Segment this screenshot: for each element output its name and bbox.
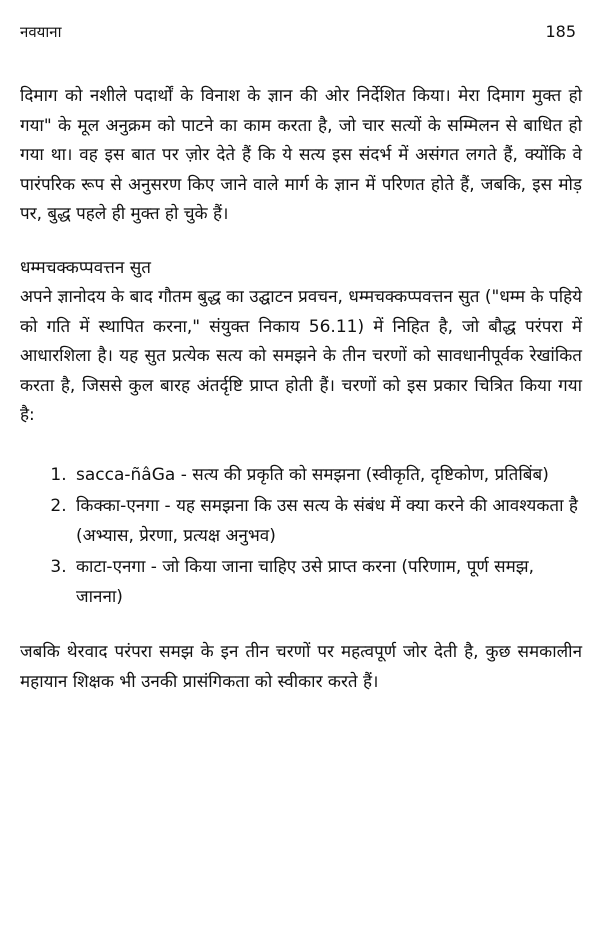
running-title: नवयाना: [20, 23, 62, 41]
stages-list: [20, 461, 582, 613]
section-heading: धम्मचक्कप्पवत्तन सुत: [20, 257, 151, 278]
list-item-stage-3: 3. काटा-एनगा - जो किया जाना चाहिए उसे प्राप्त करना (परिणाम, पूर्ण समझ, जानना): [72, 553, 582, 612]
running-header: [20, 22, 580, 46]
paragraph-sutta: अपने ज्ञानोदय के बाद गौतम बुद्ध का उद्घाटन प्रवचन, धम्मचक्कप्पवत्तन सुत ("धम्म के पहिये को गति में स्थापित करना," संयुक्त निकाय 56.11) में निहित है, जो बौद्ध परंपरा में आधारशिला है। यह सुत प्रत्येक सत्य को समझने के तीन चरणों को सावधानीपूर्वक रेखांकित करता है, जिससे कुल बारह अंतर्दृष्टि प्राप्त होती हैं। चरणों को इस प्रकार चित्रित किया गया है:: [20, 287, 582, 425]
paragraph-intro: दिमाग को नशीले पदार्थों के विनाश के ज्ञान की ओर निर्देशित किया। मेरा दिमाग मुक्त हो गया" के मूल अनुक्रम को पाटने का काम करता है, जो चार सत्यों के सम्मिलन से बाधित हो गया था। वह इस बात पर ज़ोर देते हैं कि ये सत्य इस संदर्भ में असंगत लगते हैं, क्योंकि वे पारंपरिक रूप से अनुसरण किए जाने वाले मार्ग के ज्ञान में परिणत होते हैं, जबकि, इस मोड़ पर, बुद्ध पहले ही मुक्त हो चुके हैं।: [20, 86, 582, 224]
page-number: 185: [545, 22, 576, 41]
list-item-stage-2: 2. किक्का-एनगा - यह समझना कि उस सत्य के संबंध में क्या करने की आवश्यकता है (अभ्यास, प्रेरणा, प्रत्यक्ष अनुभव): [72, 492, 582, 551]
list-item-stage-1: 1. sacca-ñâGa - सत्य की प्रकृति को समझना (स्वीकृति, दृष्टिकोण, प्रतिबिंब): [72, 461, 582, 491]
page-body: [20, 82, 582, 697]
paragraph-conclusion: जबकि थेरवाद परंपरा समझ के इन तीन चरणों पर महत्वपूर्ण जोर देती है, कुछ समकालीन महायान शिक्षक भी उनकी प्रासंगिकता को स्वीकार करते हैं।: [20, 642, 583, 692]
